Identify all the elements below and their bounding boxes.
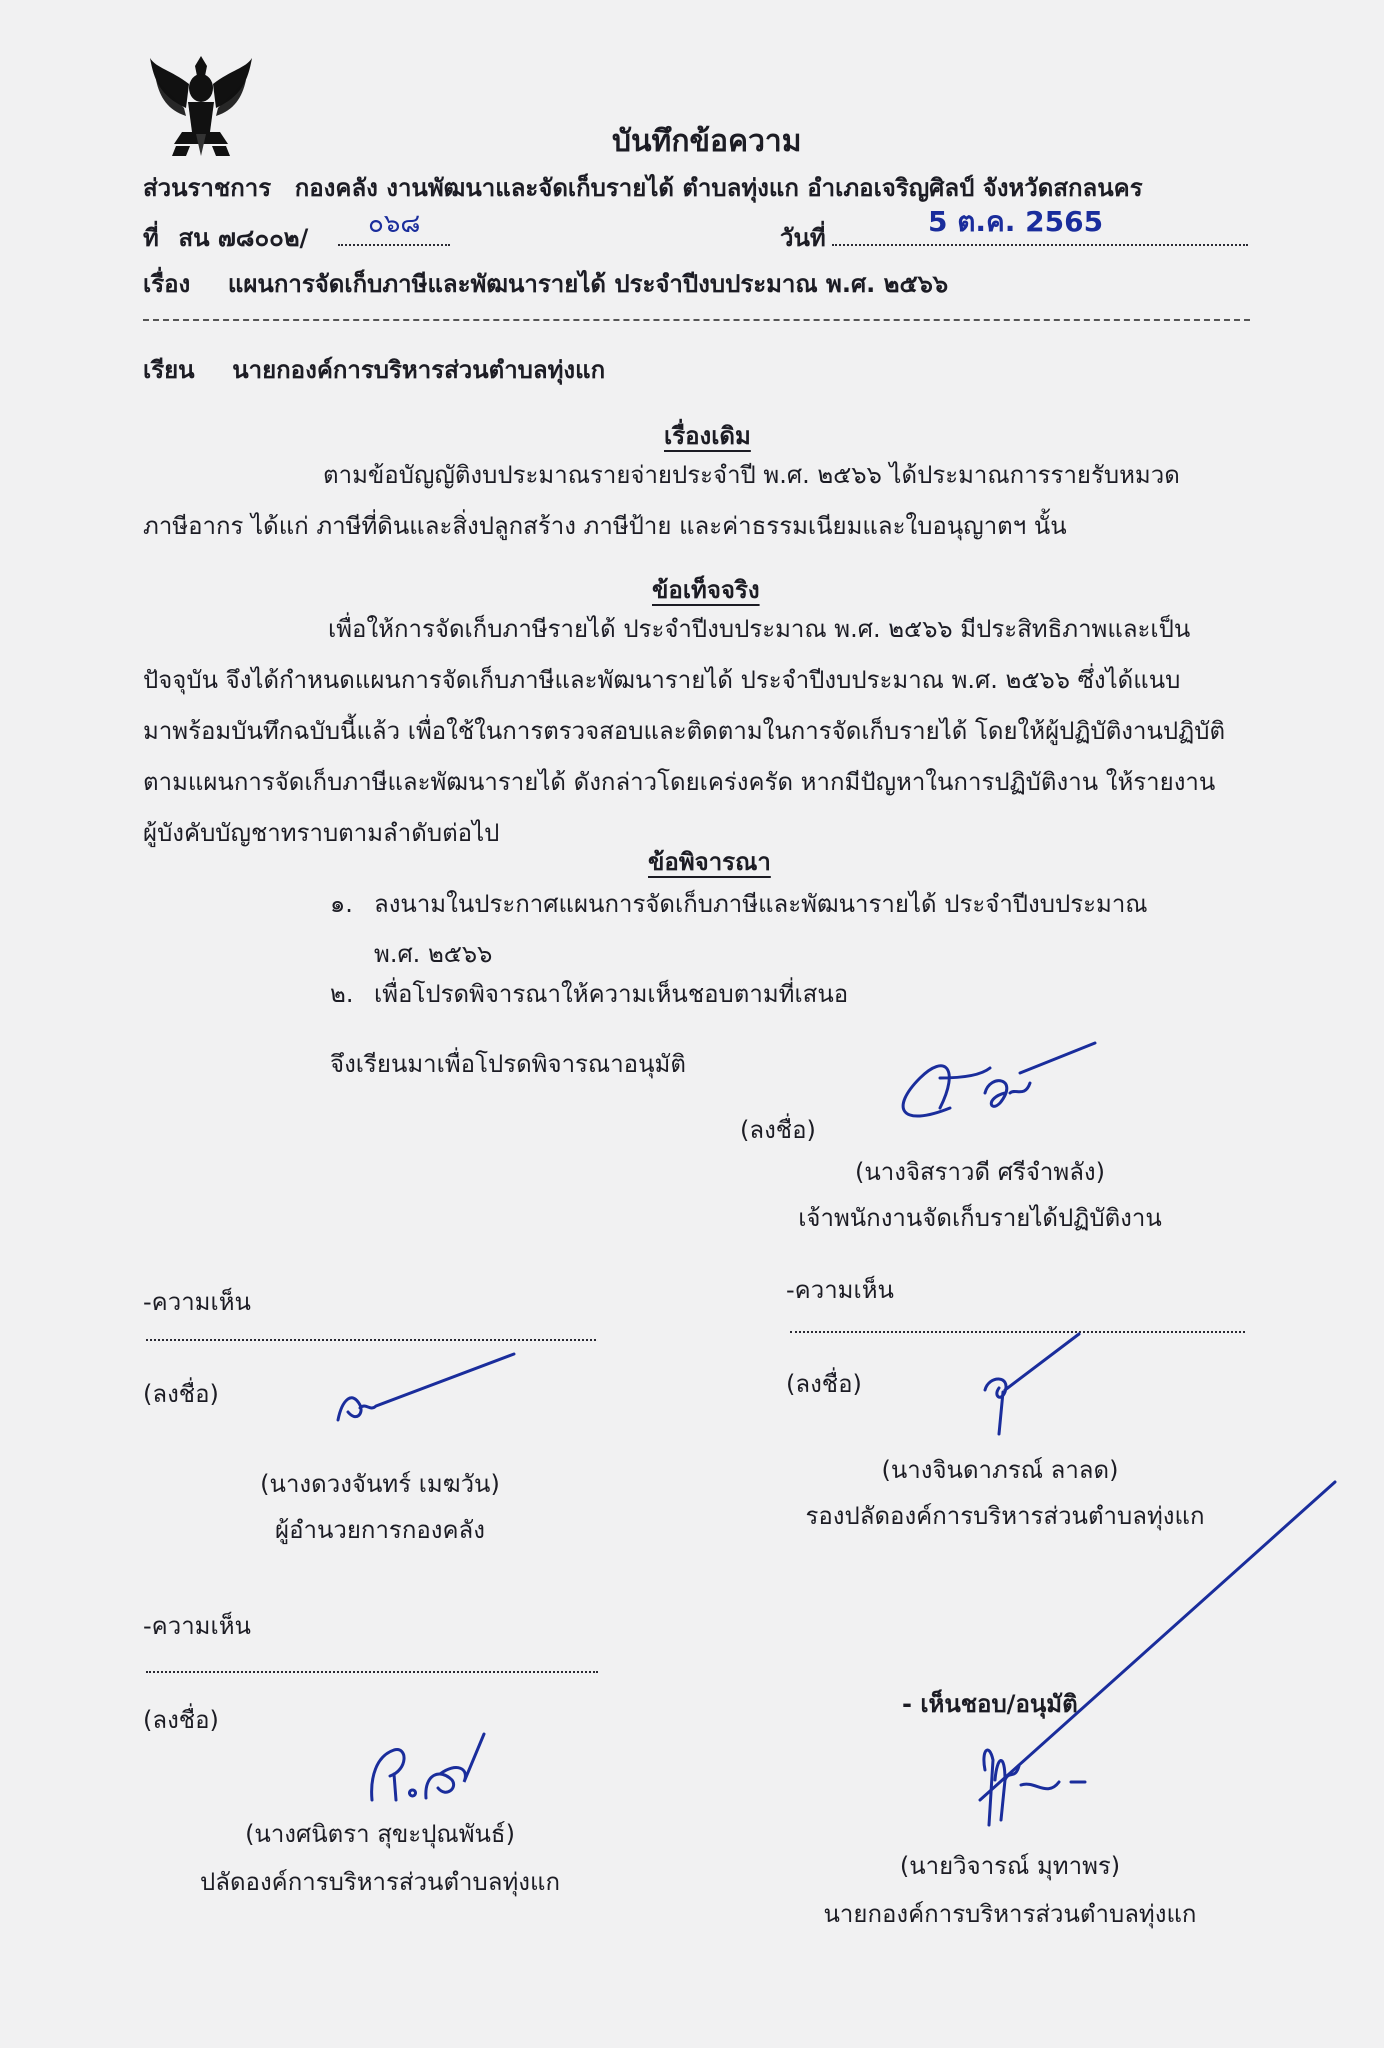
date-label: วันที่ (780, 224, 826, 252)
consider-heading: ข้อพิจารณา (648, 848, 771, 876)
facts-heading: ข้อเท็จจริง (652, 576, 760, 604)
reference-value: สน ๗๘๐๐๒/ (178, 224, 309, 252)
reference-label: ที่ (143, 224, 159, 252)
header-divider (143, 318, 1250, 321)
paragraph-line: เพื่อให้การจัดเก็บภาษีรายได้ ประจำปีงบประมาณ พ.ศ. ๒๕๖๖ มีประสิทธิภาพและเป็น (328, 615, 1191, 643)
deputy-chief-position: รองปลัดองค์การบริหารส่วนตำบลทุ่งแก (805, 1502, 1205, 1530)
consider-item-1-number: ๑. (330, 890, 353, 918)
chief-administrator-signature (360, 1728, 490, 1808)
subject-label: เรื่อง (143, 270, 191, 298)
mayor-name: (นายวิจารณ์ มุทาพร) (899, 1852, 1121, 1880)
closing-sentence: จึงเรียนมาเพื่อโปรดพิจารณาอนุมัติ (330, 1050, 686, 1078)
chief-sign-label: (ลงชื่อ) (143, 1706, 219, 1734)
officer-signature (890, 1038, 1100, 1138)
addressee-value: นายกองค์การบริหารส่วนตำบลทุ่งแก (232, 356, 606, 384)
memo-title: บันทึกข้อความ (612, 124, 802, 159)
background-heading: เรื่องเดิม (664, 422, 751, 450)
deputy-sign-label: (ลงชื่อ) (786, 1370, 862, 1398)
deputy-chief-name: (นางจินดาภรณ์ ลาลด) (881, 1456, 1119, 1484)
facts-paragraph (143, 604, 1253, 859)
opinion-dotted-line (146, 1338, 596, 1341)
consider-item-2-number: ๒. (330, 980, 354, 1008)
paragraph-line: มาพร้อมบันทึกฉบับนี้แล้ว เพื่อใช้ในการตรวจสอบและติดตามในการจัดเก็บรายได้ โดยให้ผู้ปฏิบัติงานปฏิบัติ (143, 717, 1226, 745)
subject-row (143, 264, 948, 303)
finance-director-name: (นางดวงจันทร์ เมฆวัน) (260, 1470, 500, 1498)
officer-position: เจ้าพนักงานจัดเก็บรายได้ปฏิบัติงาน (798, 1204, 1162, 1232)
background-paragraph (143, 450, 1253, 552)
approval-label: - เห็นชอบ/อนุมัติ (902, 1690, 1078, 1718)
paragraph-line: ตามข้อบัญญัติงบประมาณรายจ่ายประจำปี พ.ศ. ๒๕๖๖ ได้ประมาณการรายรับหมวด (323, 461, 1180, 489)
officer-name: (นางจิสราวดี ศรีจำพลัง) (854, 1158, 1105, 1186)
consider-item-2-text: เพื่อโปรดพิจารณาให้ความเห็นชอบตามที่เสนอ (374, 980, 849, 1008)
finance-director-signature (330, 1350, 520, 1430)
reference-handwritten: ๐๖๘ (368, 209, 421, 239)
officer-sign-label: (ลงชื่อ) (740, 1116, 816, 1144)
opinion-label-deputy: -ความเห็น (786, 1276, 894, 1304)
paragraph-line: ภาษีอากร ได้แก่ ภาษีที่ดินและสิ่งปลูกสร้าง ภาษีป้าย และค่าธรรมเนียมและใบอนุญาตฯ นั้น (143, 512, 1067, 540)
mayor-position: นายกองค์การบริหารส่วนตำบลทุ่งแก (823, 1900, 1197, 1928)
consider-item-1-text: ลงนามในประกาศแผนการจัดเก็บภาษีและพัฒนารายได้ ประจำปีงบประมาณ (374, 890, 1148, 918)
subject-value: แผนการจัดเก็บภาษีและพัฒนารายได้ ประจำปีงบประมาณ พ.ศ. ๒๕๖๖ (227, 270, 949, 298)
consider-item-1-continuation: พ.ศ. ๒๕๖๖ (374, 940, 493, 968)
finance-sign-label: (ลงชื่อ) (143, 1380, 219, 1408)
addressee-label: เรียน (143, 356, 195, 384)
deputy-chief-signature (975, 1330, 1085, 1440)
opinion-dotted-line (146, 1670, 598, 1673)
finance-director-position: ผู้อำนวยการกองคลัง (275, 1516, 485, 1544)
agency-label: ส่วนราชการ (143, 174, 272, 202)
chief-administrator-position: ปลัดองค์การบริหารส่วนตำบลทุ่งแก (200, 1868, 560, 1896)
mayor-signature (975, 1480, 1345, 1830)
opinion-label-chief: -ความเห็น (143, 1612, 251, 1640)
agency-value: กองคลัง งานพัฒนาและจัดเก็บรายได้ ตำบลทุ่งแก อำเภอเจริญศิลป์ จังหวัดสกลนคร (294, 174, 1143, 202)
opinion-label-finance: -ความเห็น (143, 1288, 251, 1316)
reference-row (143, 218, 308, 257)
paragraph-line: ปัจจุบัน จึงได้กำหนดแผนการจัดเก็บภาษีและพัฒนารายได้ ประจำปีงบประมาณ พ.ศ. ๒๕๖๖ ซึ่งได้แนบ (143, 666, 1181, 694)
garuda-emblem-icon (146, 50, 256, 160)
date-stamp: 5 ต.ค. 2565 (928, 205, 1104, 238)
addressee-row (143, 350, 605, 389)
chief-administrator-name: (นางศนิตรา สุขะปุณพันธ์) (245, 1820, 515, 1848)
paragraph-line: ตามแผนการจัดเก็บภาษีและพัฒนารายได้ ดังกล่าวโดยเคร่งครัด หากมีปัญหาในการปฏิบัติงาน ให้รายงาน (143, 768, 1216, 796)
paragraph-line: ผู้บังคับบัญชาทราบตามลำดับต่อไป (143, 819, 500, 847)
